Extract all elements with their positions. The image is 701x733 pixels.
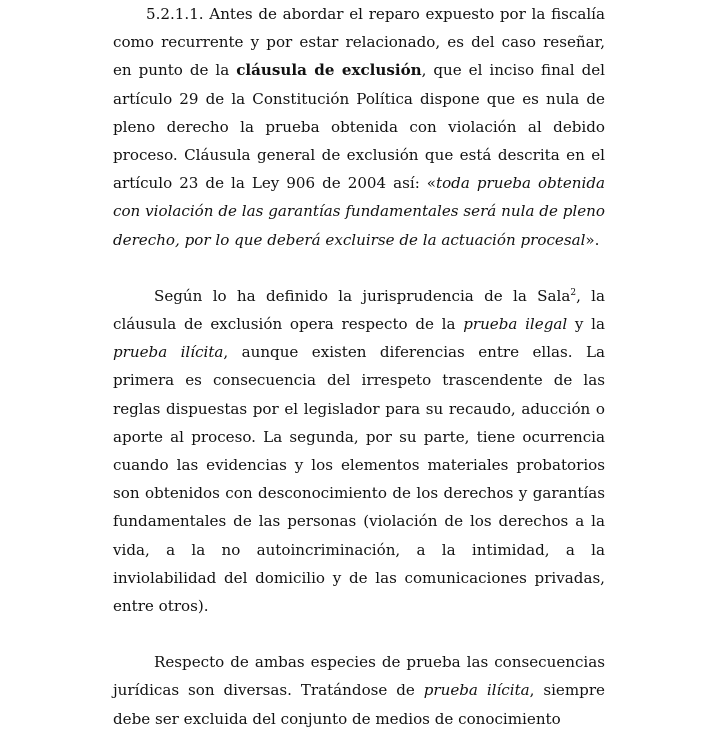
- paragraph-jurisprudencia: [113, 282, 605, 620]
- text-segment: , la cláusula de exclusión opera respecto de la: [113, 286, 606, 334]
- italic-quote-ley-906: toda prueba obtenida con violación de las garantías fundamentales será nula de pleno derecho, por lo que deberá excluirse de la actuación procesal: [113, 174, 605, 249]
- text-segment: y la: [567, 315, 605, 334]
- text-segment: , siempre debe ser excluida del conjunto de medios de conocimiento: [113, 681, 605, 728]
- paragraph-clausula-exclusion: [113, 0, 605, 254]
- text-segment: Respecto de ambas especies de prueba las consecuencias jurídicas son diversas. Tratándose de: [113, 653, 605, 700]
- bold-term-clausula-de-exclusion: cláusula de exclusión: [236, 61, 422, 80]
- footnote-reference[interactable]: 2: [570, 287, 577, 298]
- italic-term-prueba-ilicita: prueba ilícita: [113, 343, 224, 362]
- italic-term-prueba-ilegal: prueba ilegal: [463, 315, 568, 334]
- italic-term-prueba-ilicita: prueba ilícita: [423, 681, 530, 700]
- document-page: [113, 0, 605, 733]
- text-segment: 5.2.1.1. Antes de abordar el reparo expuesto por la fiscalía como recurrente y por estar relacionado, es del caso reseñar, en punto de la: [113, 5, 605, 80]
- text-segment: Según lo ha definido la jurisprudencia de la Sala: [154, 286, 571, 305]
- text-segment: , aunque existen diferencias entre ellas. La primera es consecuencia del irrespeto trascendente de las reglas dispuestas por el legislador para su recaudo, aducción o aporte al proceso. La segunda, por su parte, tiene ocurrencia cuando las evidencias y los elementos materiales probatorios son obtenidos con desconocimiento de los derechos y garantías fundamentales de las personas (violación de los derechos a la vida, a la no autoincriminación, a la intimidad, a la inviolabilidad del domicilio y de las comunicaciones privadas, entre otros).: [113, 343, 605, 616]
- paragraph-consecuencias: [113, 648, 605, 733]
- text-segment: ».: [585, 230, 600, 249]
- text-segment: , que el inciso final del artículo 29 de la Constitución Política dispone que es nula de pleno derecho la prueba obtenida con violación al debido proceso. Cláusula general de exclusión que está descrita en el artículo 23 de la Ley 906 de 2004 así: «: [113, 61, 606, 193]
